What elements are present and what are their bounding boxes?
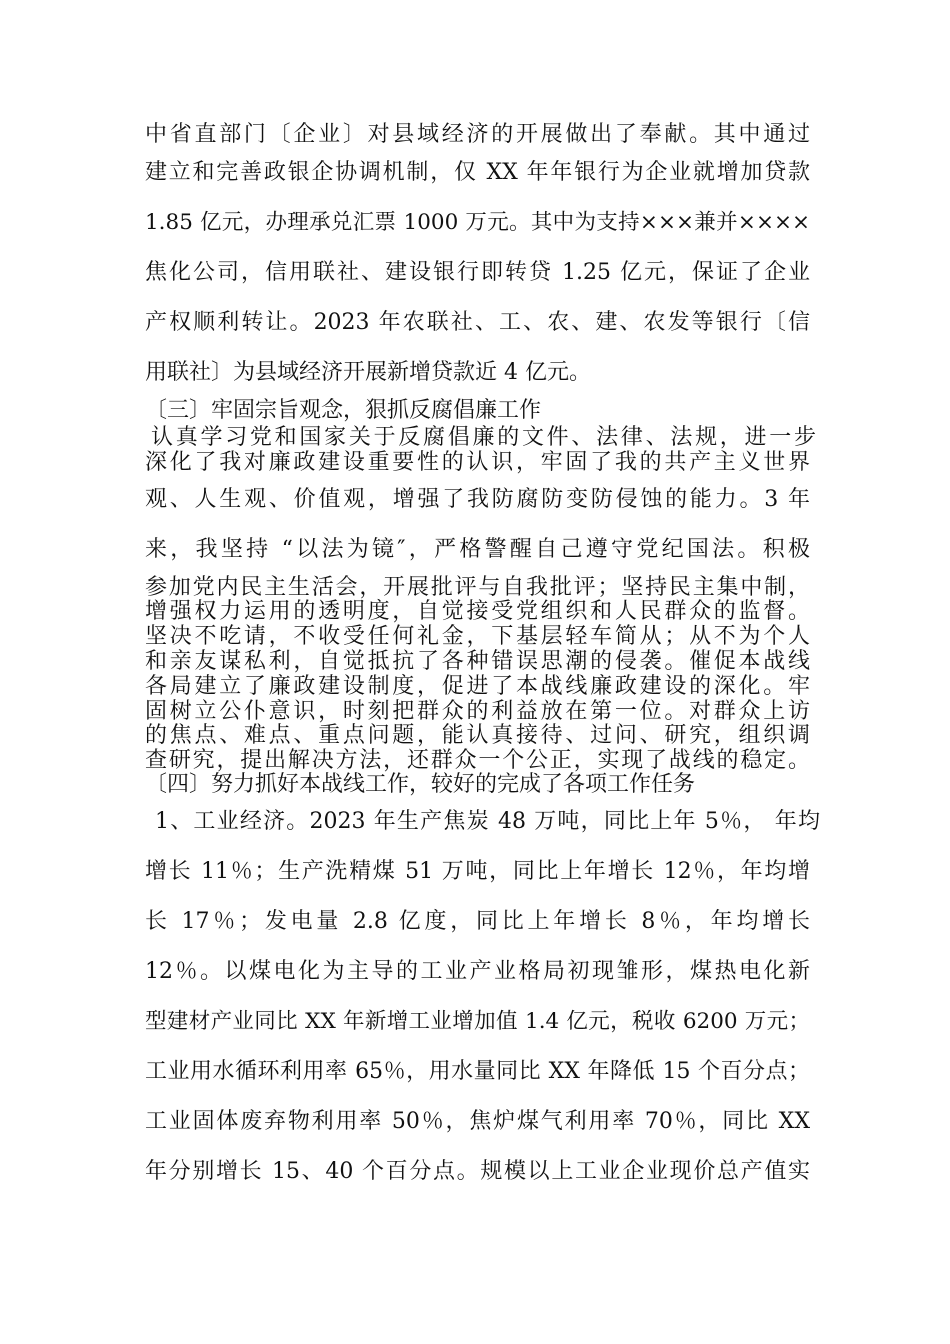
text-line: 年分别增长 15、40 个百分点。规模以上工业企业现价总产值实 <box>145 1159 810 1184</box>
text-line: 观、人生观、价值观，增强了我防腐防变防侵蚀的能力。3 年 <box>145 487 810 512</box>
section-heading: 〔四〕努力抓好本战线工作，较好的完成了各项工作任务 <box>145 772 696 797</box>
text-line: 认真学习党和国家关于反腐倡廉的文件、法律、法规，进一步 <box>151 425 816 450</box>
text-line: 建立和完善政银企协调机制，仅 XX 年年银行为企业就增加贷款 <box>145 160 810 185</box>
text-line: 来，我坚持 “以法为镜″，严格警醒自己遵守党纪国法。积极 <box>145 537 810 562</box>
text-line: 1.85 亿元，办理承兑汇票 1000 万元。其中为支持×××兼并×××× <box>145 210 810 235</box>
text-line: 和亲友谋私利，自觉抵抗了各种错误思潮的侵袭。催促本战线 <box>145 649 810 674</box>
text-line: 中省直部门〔企业〕对县域经济的开展做出了奉献。其中通过 <box>145 122 810 147</box>
text-line: 用联社〕为县域经济开展新增贷款近 4 亿元。 <box>145 360 591 385</box>
text-line: 坚决不吃请，不收受任何礼金，下基层轻车简从；从不为个人 <box>145 624 810 649</box>
text-line: 工业用水循环利用率 65％，用水量同比 XX 年降低 15 个百分点； <box>145 1059 810 1084</box>
text-line: 各局建立了廉政建设制度，促进了本战线廉政建设的深化。牢 <box>145 674 810 699</box>
text-line: 深化了我对廉政建设重要性的认识，牢固了我的共产主义世界 <box>145 450 810 475</box>
text-line: 工业固体废弃物利用率 50％，焦炉煤气利用率 70％，同比 XX <box>145 1109 810 1134</box>
text-line: 增强权力运用的透明度，自觉接受党组织和人民群众的监督。 <box>145 599 810 624</box>
text-line: 型建材产业同比 XX 年新增工业增加值 1.4 亿元，税收 6200 万元； <box>145 1009 810 1034</box>
section-heading: 〔三〕牢固宗旨观念，狠抓反腐倡廉工作 <box>145 398 542 423</box>
text-line: 12％。以煤电化为主导的工业产业格局初现雏形，煤热电化新 <box>145 959 810 984</box>
text-line: 长 17％；发电量 2.8 亿度，同比上年增长 8％，年均增长 <box>145 909 810 934</box>
text-line: 固树立公仆意识，时刻把群众的利益放在第一位。对群众上访 <box>145 699 810 724</box>
text-line: 产权顺利转让。2023 年农联社、工、农、建、农发等银行〔信 <box>145 310 810 335</box>
text-line: 查研究，提出解决方法，还群众一个公正，实现了战线的稳定。 <box>145 748 810 773</box>
text-line: 增长 11％；生产洗精煤 51 万吨，同比上年增长 12％，年均增 <box>145 859 810 884</box>
text-line: 的焦点、难点、重点问题，能认真接待、过问、研究，组织调 <box>145 723 810 748</box>
text-line: 焦化公司，信用联社、建设银行即转贷 1.25 亿元，保证了企业 <box>145 260 810 285</box>
text-line: 参加党内民主生活会，开展批评与自我批评；坚持民主集中制， <box>145 575 810 600</box>
text-line: 1、工业经济。2023 年生产焦炭 48 万吨，同比上年 5％， 年均 <box>155 809 820 834</box>
